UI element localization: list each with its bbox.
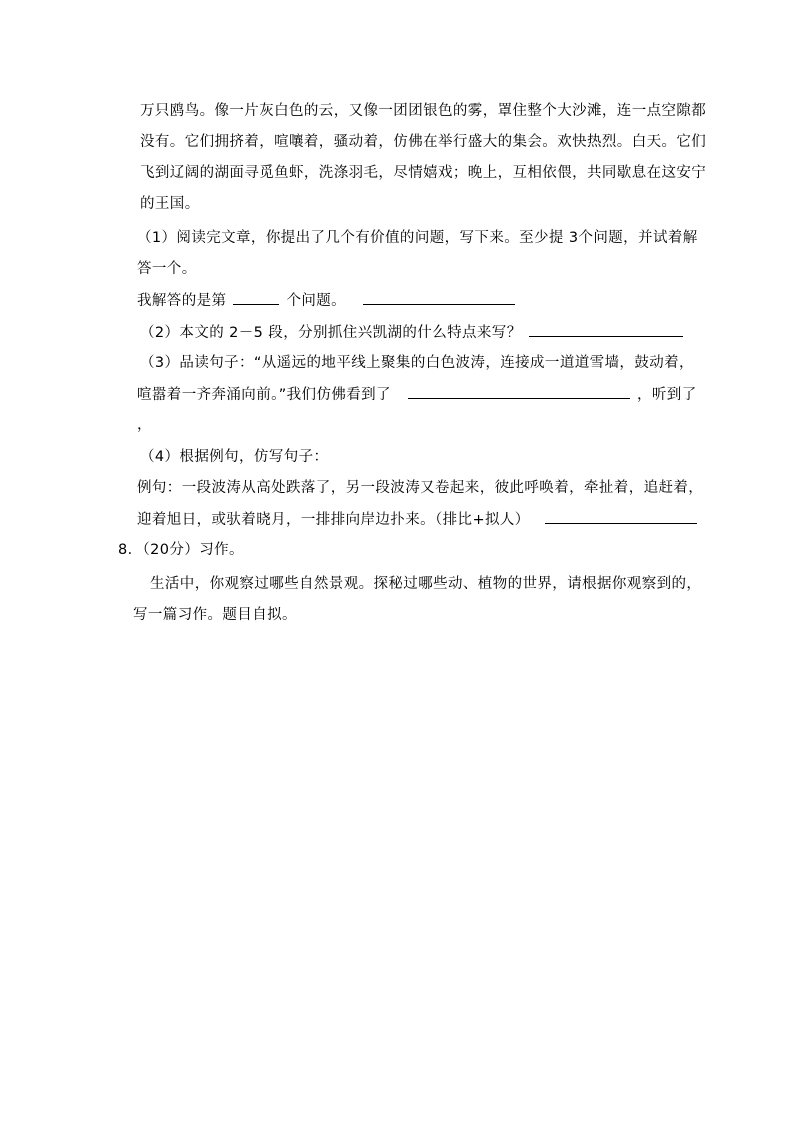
question-4-example-line-1: 例句：一段波涛从高处跌落了，另一段波涛又卷起来，彼此呼唤着，牵扯着，追赶着，: [137, 480, 704, 496]
writing-heading: 8．（20分）习作。: [118, 542, 244, 558]
writing-prompt-line-1: 生活中，你观察过哪些自然景观。探秘过哪些动、植物的世界，请根据你观察到的，: [150, 576, 702, 592]
question-2-line: [140, 322, 685, 342]
answer-blank[interactable]: [529, 322, 683, 337]
question-1-answer-mid: 个问题。: [286, 293, 347, 309]
question-3-line-2: [137, 384, 697, 404]
question-number-blank[interactable]: [233, 290, 279, 305]
question-1-answer-line: [137, 290, 517, 310]
question-4-line: （4）根据例句，仿写句子：: [140, 449, 329, 465]
question-3-line-3: ，: [137, 417, 152, 433]
answer-blank[interactable]: [408, 384, 630, 399]
passage-line-1: 万只鸥鸟。像一片灰白色的云，又像一团团银色的雾，罩住整个大沙滩，连一点空隙都: [140, 103, 707, 119]
passage-line-2: 没有。它们拥挤着，喧嚷着，骚动着，仿佛在举行盛大的集会。欢快热烈。白天。它们: [140, 134, 707, 150]
answer-blank[interactable]: [545, 509, 697, 524]
question-2-text: （2）本文的 2－5 段，分别抓住兴凯湖的什么特点来写？: [140, 325, 522, 341]
writing-prompt-line-2: 写一篇习作。题目自拟。: [133, 607, 297, 623]
passage-line-4: 的王国。: [140, 196, 200, 212]
question-4-example-text: 迎着旭日，或驮着晓月，一排排向岸边扑来。（排比+拟人）: [137, 512, 530, 528]
question-4-example-line-2: [137, 509, 699, 529]
question-3-prefix: 喧嚣着一齐奔涌向前。”我们仿佛看到了: [137, 387, 391, 403]
answer-blank[interactable]: [363, 290, 515, 305]
question-1-answer-prefix: 我解答的是第: [137, 293, 227, 309]
question-1-line-1: （1）阅读完文章，你提出了几个有价值的问题，写下来。至少提 3个问题，并试着解: [137, 230, 698, 246]
question-1-line-2: 答一个。: [137, 261, 197, 277]
passage-line-3: 飞到辽阔的湖面寻觅鱼虾，洗涤羽毛，尽情嬉戏；晚上，互相依偎，共同歇息在这安宁: [140, 165, 707, 181]
question-3-suffix: ，听到了: [637, 387, 697, 403]
question-3-line-1: （3）品读句子：“从遥远的地平线上聚集的白色波涛，连接成一道道雪墙，鼓动着，: [140, 355, 694, 371]
